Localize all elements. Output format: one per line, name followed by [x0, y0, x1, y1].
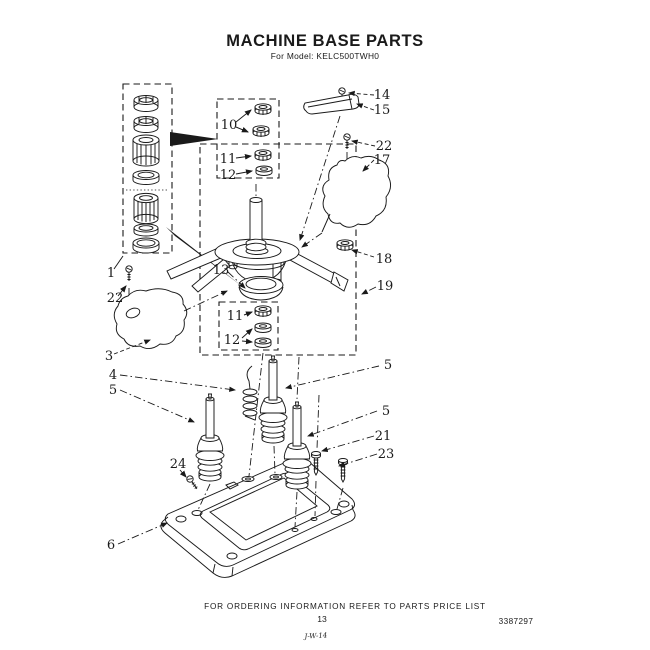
callout-3-label: 3	[104, 349, 114, 364]
callout-5-right-label: 5	[381, 404, 391, 419]
callout-15-label: 15	[373, 103, 391, 118]
leg-assembly-middle	[259, 356, 287, 443]
bolt-23	[339, 459, 348, 483]
callout-21-label: 21	[374, 429, 392, 444]
screw-24	[186, 475, 200, 491]
callout-5-middle-label: 5	[383, 358, 393, 373]
screw-22-left	[126, 266, 132, 281]
callout-1-label: 1	[106, 266, 116, 281]
callout-4-label: 4	[108, 368, 118, 383]
model-subtitle: For Model: KELC500TWH0	[270, 51, 380, 61]
ordering-note: FOR ORDERING INFORMATION REFER TO PARTS PRICE LIST	[204, 602, 486, 611]
callout-12-lower-label: 12	[223, 333, 241, 348]
gearcase-assembly	[167, 184, 348, 300]
callout-11-lower-label: 11	[226, 309, 244, 324]
callout-22-left-label: 22	[106, 291, 124, 306]
leader-4	[120, 375, 235, 390]
callout-12-upper-label: 12	[219, 168, 237, 183]
callout-5-left-label: 5	[108, 383, 118, 398]
screw-22-right	[344, 134, 350, 149]
document-number: 3387297	[498, 617, 534, 626]
leader-5-left	[120, 390, 194, 422]
callout-6-label: 6	[106, 538, 116, 553]
draftsman-mark: J-W-14	[304, 631, 328, 641]
callout-11-upper-label: 11	[219, 152, 237, 167]
leg-assembly-right	[283, 402, 311, 489]
callout-14-label: 14	[373, 88, 391, 103]
diagram-title: MACHINE BASE PARTS	[226, 32, 424, 50]
callout-18-label: 18	[375, 252, 393, 267]
leg-assembly-left	[196, 394, 224, 481]
callout-17-label: 17	[373, 153, 391, 168]
bearing-kit-box	[0, 0, 172, 253]
callout-23-label: 23	[377, 447, 395, 462]
callout-22-right-label: 22	[375, 139, 393, 154]
suspension-spring	[243, 366, 257, 420]
callout-10-label: 10	[220, 118, 238, 133]
callout-24-label: 24	[169, 457, 187, 472]
callout-13-label: 13	[212, 263, 230, 278]
callout-19-label: 19	[376, 279, 394, 294]
page-number: 13	[317, 614, 327, 624]
